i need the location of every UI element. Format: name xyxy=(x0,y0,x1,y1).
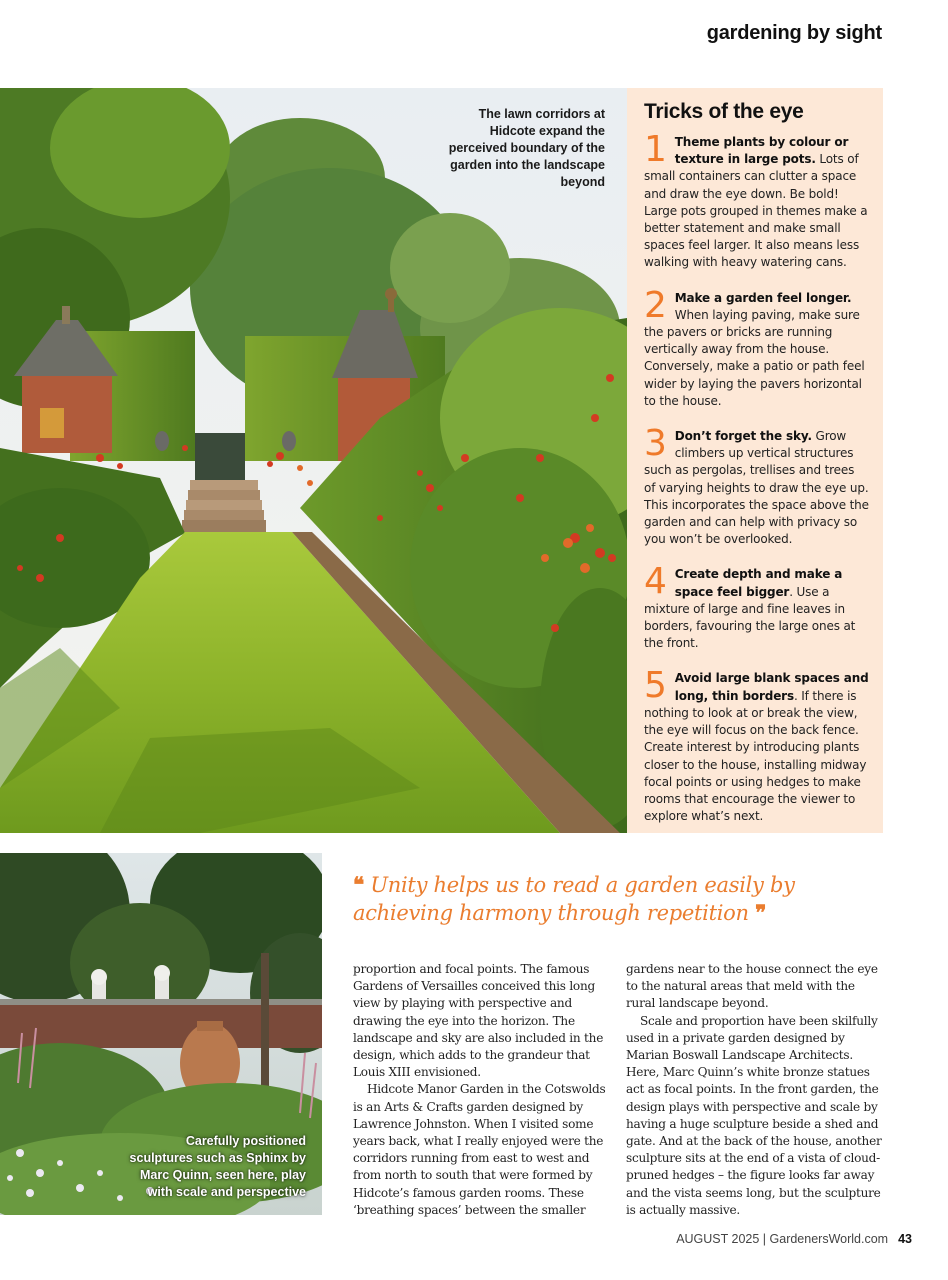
tip-number: 5 xyxy=(644,665,667,707)
pull-quote-text: Unity helps us to read a garden easily by achieving harmony through repetition xyxy=(353,873,795,925)
tip-heading: Don’t forget the sky. xyxy=(674,429,812,444)
close-quote-mark: ❞ xyxy=(755,900,767,925)
tip-body: . If there is nothing to look at or break the view, the eye will focus on the back fence. Create interest by introducing plants closer to the house, installing midway focal points or using hedges to make rooms that encourage the viewer to explore what’s next. xyxy=(644,688,867,824)
tip-number: 1 xyxy=(644,129,667,170)
hero-garden-illustration xyxy=(0,88,627,833)
tip-heading: Theme plants by colour or texture in large pots. xyxy=(674,135,849,167)
tip-heading: Create depth and make a space feel bigger xyxy=(674,567,843,599)
tip-heading: Make a garden feel longer. xyxy=(674,290,852,305)
tip-heading: Avoid large blank spaces and long, thin borders xyxy=(674,671,869,703)
hero-photo xyxy=(0,88,627,833)
page-number: 43 xyxy=(898,1232,912,1246)
tricks-sidebar xyxy=(627,88,883,833)
tip-number: 2 xyxy=(644,284,667,326)
tip-2 xyxy=(644,284,869,410)
sculpture-caption: Carefully positioned sculptures such as Sphinx by Marc Quinn, seen here, play with scale and perspective xyxy=(129,1134,306,1199)
tricks-title: Tricks of the eye xyxy=(644,100,804,123)
body-paragraph: gardens near to the house connect the eye to the natural areas that meld with the rural landscape beyond. xyxy=(626,962,878,1011)
tip-body: Grow climbers up vertical structures such as pergolas, trellises and trees of varying heights to draw the eye up. This incorporates the space above the garden and can help with privacy so you won’t be overlooked. xyxy=(644,429,869,547)
issue-info: AUGUST 2025 | GardenersWorld.com xyxy=(676,1232,889,1246)
tip-1 xyxy=(644,129,869,272)
section-header: gardening by sight xyxy=(706,22,882,44)
body-paragraph: Scale and proportion have been skilfully used in a private garden designed by Marian Boswall Landscape Architects. Here, Marc Quinn’s white bronze statues act as focal points. In the front garden, the design plays with perspective and scale by having a huge sculpture beside a shed and gate. And at the back of the house, another sculpture sits at the end of a vista of cloud-pruned hedges – the figure looks far away and the vista seems long, but the sculpture is actually massive. xyxy=(626,1013,882,1217)
tip-3 xyxy=(644,423,869,548)
tip-body: Lots of small containers can clutter a space and draw the eye down. Be bold! Large pots grouped in themes make a better statement and make small spaces feel larger. It also means less walking with heavy watering cans. xyxy=(644,152,868,270)
open-quote-mark: ❝ xyxy=(353,872,364,897)
body-column-1 xyxy=(353,961,611,1219)
tip-body: . Use a mixture of large and fine leaves in borders, favouring the large ones at the front. xyxy=(644,584,856,651)
body-paragraph: proportion and focal points. The famous Gardens of Versailles conceived this long view by playing with perspective and drawing the eye into the horizon. The landscape and sky are also included in the design, which adds to the grandeur that Louis XIII envisioned. xyxy=(353,962,604,1080)
body-paragraph: Hidcote Manor Garden in the Cotswolds is an Arts & Crafts garden designed by Lawrence Johnston. When I visited some years back, what I really enjoyed were the corridors running from east to west and from north to south that were formed by Hidcote’s famous garden rooms. These ‘breathing spaces’ between the smaller xyxy=(353,1082,606,1217)
pull-quote xyxy=(353,871,873,927)
tip-number: 3 xyxy=(644,423,667,465)
tip-4 xyxy=(644,561,869,652)
body-column-2 xyxy=(626,961,884,1219)
tip-number: 4 xyxy=(644,561,667,603)
page-footer xyxy=(676,1232,912,1246)
sculpture-photo xyxy=(0,853,322,1215)
tip-5 xyxy=(644,665,869,825)
hero-caption: The lawn corridors at Hidcote expand the perceived boundary of the garden into the landscape beyond xyxy=(448,107,605,189)
tip-body: When laying paving, make sure the pavers or bricks are running vertically away from the house. Conversely, make a patio or path feel wider by laying the pavers horizontal to the house. xyxy=(644,307,865,408)
